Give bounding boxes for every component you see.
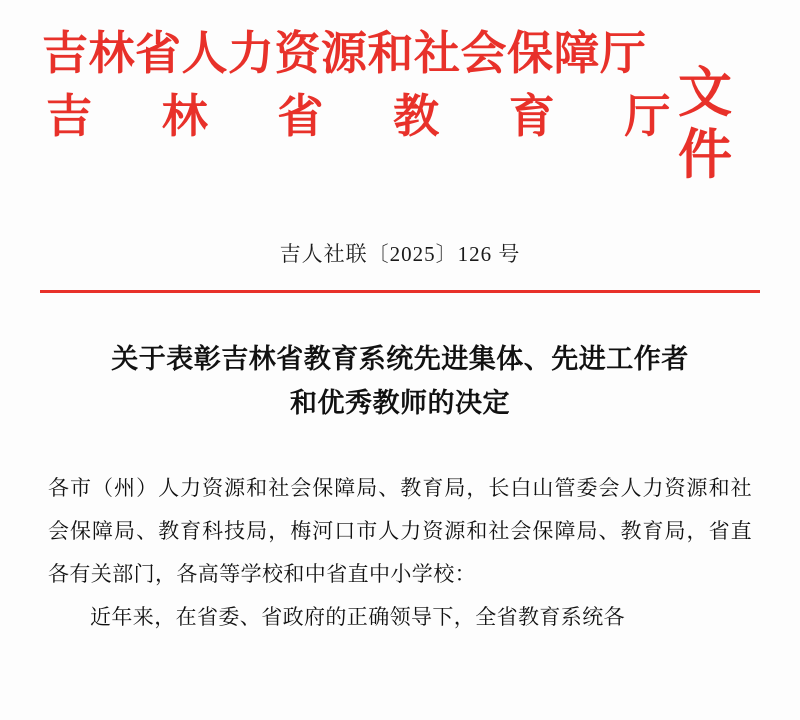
document-word-label: [678, 62, 732, 186]
document-number: 吉人社联〔2025〕126 号: [279, 242, 521, 266]
document-word-char-2: 件: [678, 125, 732, 185]
document-body: [40, 467, 760, 639]
issuer-char-5: 育: [508, 91, 556, 142]
document-title: [40, 337, 760, 425]
masthead: [40, 0, 760, 190]
red-divider-rule: [40, 290, 760, 293]
issuer-line-human-resources: 吉林省人力资源和社会保障厅: [42, 28, 647, 79]
issuer-char-6: 厅: [624, 91, 671, 142]
issuer-char-3: 省: [277, 91, 324, 142]
issuer-char-4: 教: [393, 91, 440, 142]
body-paragraph-recipients: 各市（州）人力资源和社会保障局、教育局，长白山管委会人力资源和社会保障局、教育科技局，梅河口市人力资源和社会保障局、教育局，省直各有关部门，各高等学校和中省直中小学校：: [48, 476, 752, 586]
issuer-char-1: 吉: [46, 91, 93, 142]
body-paragraph-opening: 近年来，在省委、省政府的正确领导下，全省教育系统各: [90, 605, 625, 629]
title-line-1: 关于表彰吉林省教育系统先进集体、先进工作者: [111, 344, 689, 374]
issuer-char-2: 林: [161, 91, 209, 142]
document-word-char-1: 文: [678, 63, 732, 123]
title-line-2: 和优秀教师的决定: [290, 388, 510, 418]
issuer-name-block: [40, 26, 685, 152]
issuer-line-education: [46, 82, 671, 152]
